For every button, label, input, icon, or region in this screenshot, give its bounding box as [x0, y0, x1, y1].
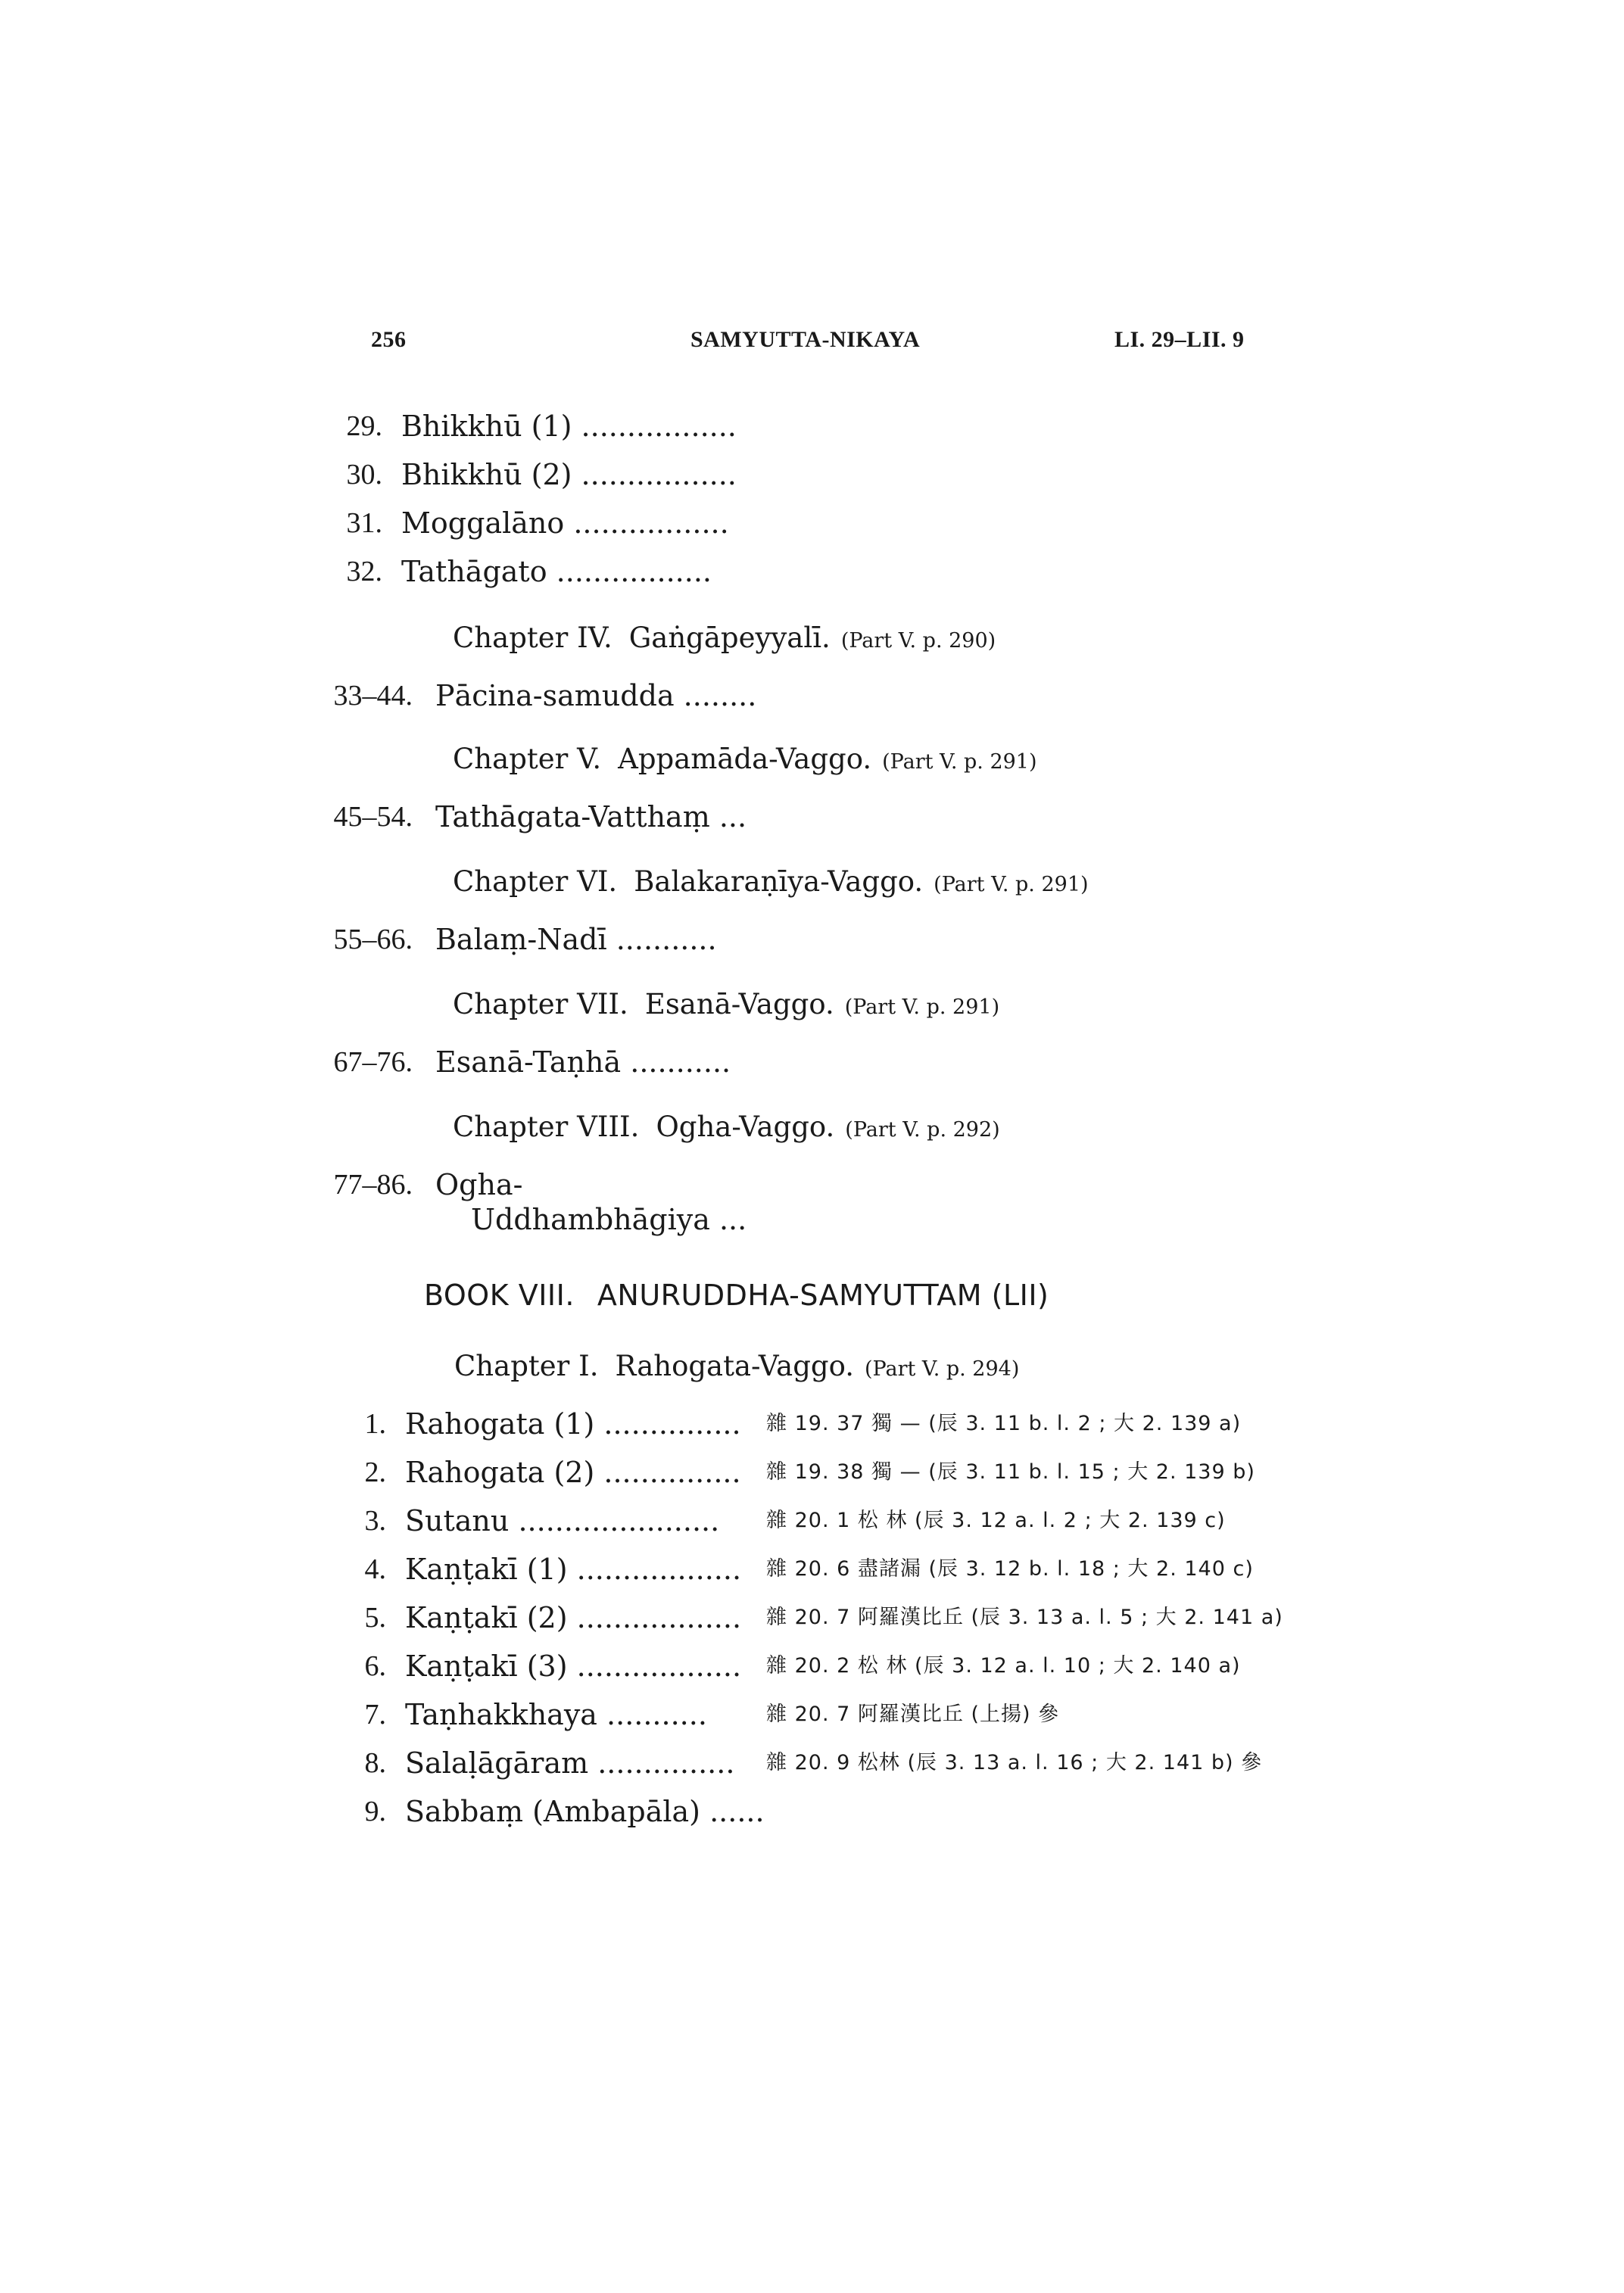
cjk-cross-reference: 雜 19. 38 獨 — (辰 3. 11 b. l. 15 ; 大 2. 139 b) — [766, 1460, 1255, 1484]
cjk-cross-reference: 雜 20. 1 松 林 (辰 3. 12 a. l. 2 ; 大 2. 139 c) — [766, 1509, 1226, 1532]
cjk-cross-reference: 雜 20. 7 阿羅漢比丘 (上揚) 參 — [766, 1703, 1060, 1726]
entry-title: Bhikkhū (1) ................. — [401, 410, 737, 443]
chapter-name: Appamāda-Vaggo. — [618, 743, 872, 775]
entry-number: 9. — [364, 1796, 386, 1827]
cjk-cross-reference: 雜 19. 37 獨 — (辰 3. 11 b. l. 2 ; 大 2. 139 a) — [766, 1412, 1242, 1435]
entry-number: 4. — [364, 1553, 386, 1585]
entry-number: 30. — [346, 459, 382, 491]
chapter-name: Esanā-Vaggo. — [644, 988, 834, 1020]
entry-title: Sutanu ...................... — [405, 1504, 720, 1537]
book-name: ANURUDDHA-SAMYUTTAM (LII) — [597, 1279, 1049, 1312]
chapter-reference: (Part V. p. 290) — [840, 629, 996, 653]
chapter-name: Rahogata-Vaggo. — [615, 1350, 854, 1382]
entry-title: Tathāgata-Vatthaṃ ... — [435, 800, 747, 833]
chapter-heading — [453, 1110, 1000, 1148]
entry-number: 29. — [346, 410, 382, 442]
entry-title: Moggalāno ................. — [401, 506, 729, 540]
entry-number: 3. — [364, 1505, 386, 1537]
entry-title: Rahogata (1) ............... — [405, 1407, 741, 1441]
entry-number: 2. — [364, 1456, 386, 1488]
cjk-cross-reference: 雜 20. 7 阿羅漢比丘 (辰 3. 13 a. l. 5 ; 大 2. 141 a) — [766, 1606, 1283, 1629]
book-heading — [424, 1278, 1049, 1313]
entry-title: Ogha- — [435, 1168, 523, 1201]
chapter-label: Chapter VII. — [453, 988, 628, 1020]
entry-number: 31. — [346, 507, 382, 539]
entry-title: Pācina-samudda ........ — [435, 679, 757, 712]
cjk-cross-reference: 雜 20. 9 松林 (辰 3. 13 a. l. 16 ; 大 2. 141 b) 參 — [766, 1751, 1263, 1774]
entry-title: Rahogata (2) ............... — [405, 1456, 741, 1489]
chapter-heading — [453, 742, 1037, 780]
chapter-label: Chapter V. — [453, 743, 602, 775]
running-title: SAMYUTTA-NIKAYA — [690, 327, 921, 352]
entry-title: Balaṃ-Nadī ........... — [435, 923, 717, 956]
chapter-reference: (Part V. p. 291) — [882, 750, 1037, 774]
cjk-cross-reference: 雜 20. 6 盡諸漏 (辰 3. 12 b. l. 18 ; 大 2. 140 c) — [766, 1557, 1254, 1581]
chapter-name: Ogha-Vaggo. — [656, 1111, 835, 1143]
entry-title: Tathāgato ................. — [401, 555, 712, 588]
book-label: BOOK VIII. — [424, 1279, 575, 1312]
entry-number: 45–54. — [333, 801, 413, 833]
entry-number: 5. — [364, 1602, 386, 1634]
entry-number: 55–66. — [333, 924, 413, 955]
chapter-reference: (Part V. p. 292) — [845, 1118, 1000, 1142]
entry-number: 77–86. — [333, 1169, 413, 1201]
entry-title: Salaḷāgāram ............... — [405, 1746, 735, 1780]
chapter-label: Chapter VI. — [453, 865, 618, 898]
entry-number: 67–76. — [333, 1046, 413, 1078]
chapter-heading — [453, 987, 999, 1025]
chapter-reference: (Part V. p. 291) — [844, 995, 1000, 1019]
chapter-label: Chapter VIII. — [453, 1111, 640, 1143]
chapter-heading — [453, 621, 996, 659]
entry-number: 8. — [364, 1747, 386, 1779]
entry-number: 7. — [364, 1699, 386, 1731]
chapter-label: Chapter IV. — [453, 622, 613, 654]
chapter-heading — [454, 1349, 1019, 1387]
chapter-label: Chapter I. — [454, 1350, 599, 1382]
chapter-heading — [453, 865, 1089, 902]
chapter-name: Balakaraṇīya-Vaggo. — [634, 865, 924, 898]
entry-title: Sabbaṃ (Ambapāla) ...... — [405, 1795, 765, 1828]
entry-title: Kaṇṭakī (2) .................. — [405, 1601, 742, 1634]
chapter-reference: (Part V. p. 291) — [934, 873, 1089, 896]
entry-title-continuation: Uddhambhāgiya ... — [471, 1203, 747, 1236]
chapter-reference: (Part V. p. 294) — [864, 1357, 1020, 1381]
page-number: 256 — [371, 327, 407, 352]
entry-number: 6. — [364, 1650, 386, 1682]
cjk-cross-reference: 雜 20. 2 松 林 (辰 3. 12 a. l. 10 ; 大 2. 140 a) — [766, 1654, 1241, 1678]
entry-title: Kaṇṭakī (3) .................. — [405, 1650, 742, 1683]
entry-title: Taṇhakkhaya ........... — [405, 1698, 707, 1731]
entry-title: Esanā-Taṇhā ........... — [435, 1045, 731, 1079]
entry-number: 32. — [346, 556, 382, 587]
entry-number: 1. — [364, 1408, 386, 1440]
entry-title: Bhikkhū (2) ................. — [401, 458, 737, 491]
entry-title: Kaṇṭakī (1) .................. — [405, 1553, 742, 1586]
chapter-name: Gaṅgāpeyyalī. — [628, 622, 831, 654]
entry-number: 33–44. — [333, 680, 413, 712]
running-range: LI. 29–LII. 9 — [1114, 327, 1245, 352]
